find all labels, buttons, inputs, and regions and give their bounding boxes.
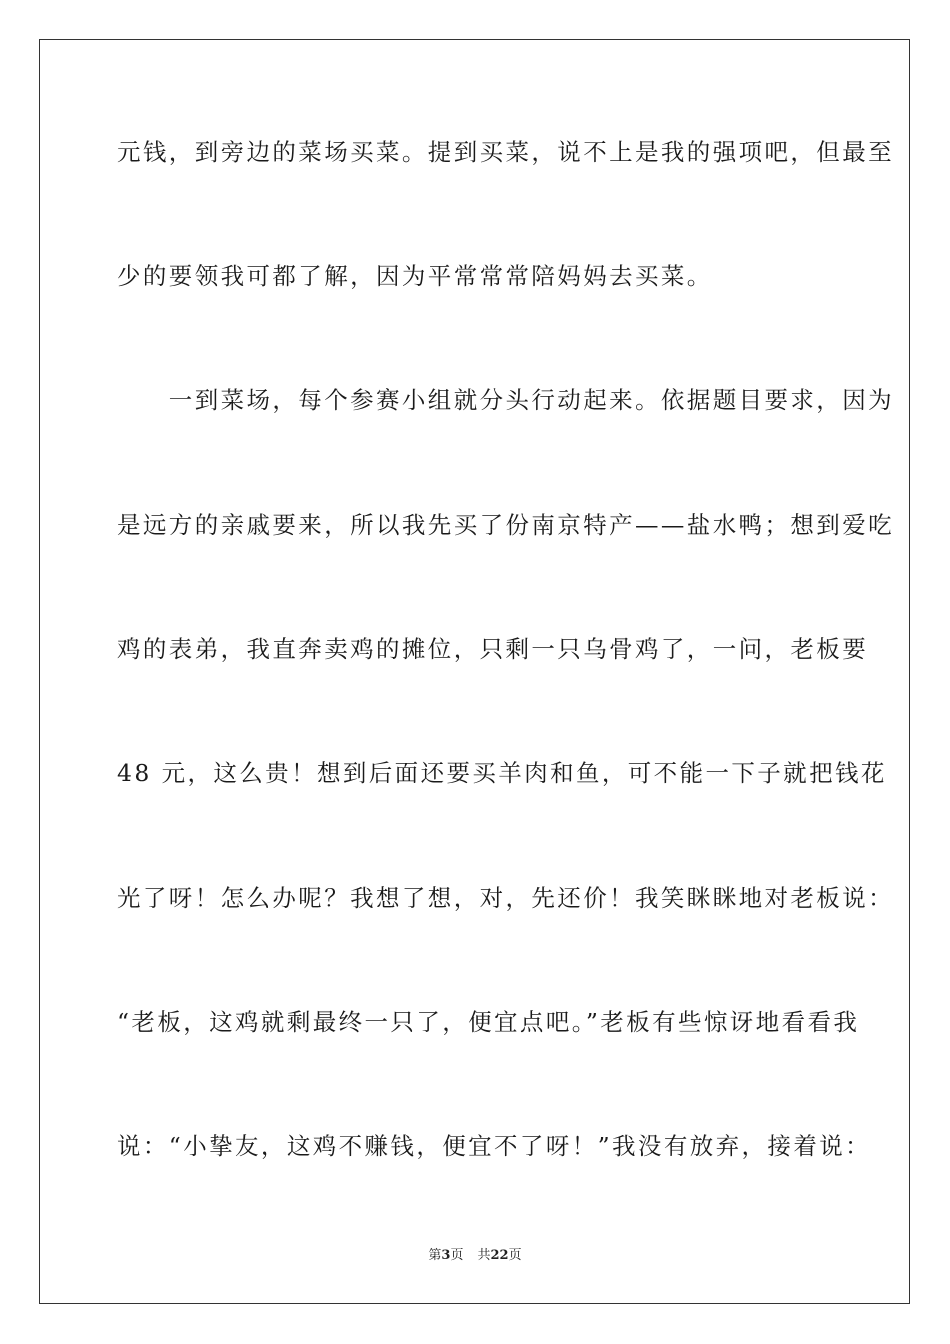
text-line: 光了呀！怎么办呢？我想了想，对，先还价！我笑眯眯地对老板说： — [117, 884, 894, 912]
text-line: 是远方的亲戚要来，所以我先买了份南京特产——盐水鸭；想到爱吃 — [117, 511, 894, 539]
page-suffix: 页 — [450, 1248, 464, 1263]
text-line: “老板，这鸡就剩最终一只了，便宜点吧。”老板有些惊讶地看看我 — [117, 1008, 860, 1036]
page-number: 3 — [441, 1248, 451, 1263]
total-pages: 22 — [490, 1248, 509, 1263]
text-line: 一到菜场，每个参赛小组就分头行动起来。依据题目要求，因为 — [117, 386, 894, 414]
text-line: 少的要领我可都了解，因为平常常常陪妈妈去买菜。 — [117, 262, 713, 290]
text-line: 48 元，这么贵！想到后面还要买羊肉和鱼，可不能一下子就把钱花 — [117, 759, 887, 787]
page-prefix: 第 — [428, 1248, 442, 1263]
text-line: 鸡的表弟，我直奔卖鸡的摊位，只剩一只乌骨鸡了，一问，老板要 — [117, 635, 869, 663]
page-border — [39, 39, 910, 1304]
text-line: 元钱，到旁边的菜场买菜。提到买菜，说不上是我的强项吧，但最至 — [117, 138, 894, 166]
total-prefix: 共 — [477, 1248, 491, 1263]
page-footer — [0, 1247, 950, 1265]
total-suffix: 页 — [508, 1248, 522, 1263]
text-line: 说：“小挚友，这鸡不赚钱，便宜不了呀！”我没有放弃，接着说： — [117, 1132, 872, 1160]
